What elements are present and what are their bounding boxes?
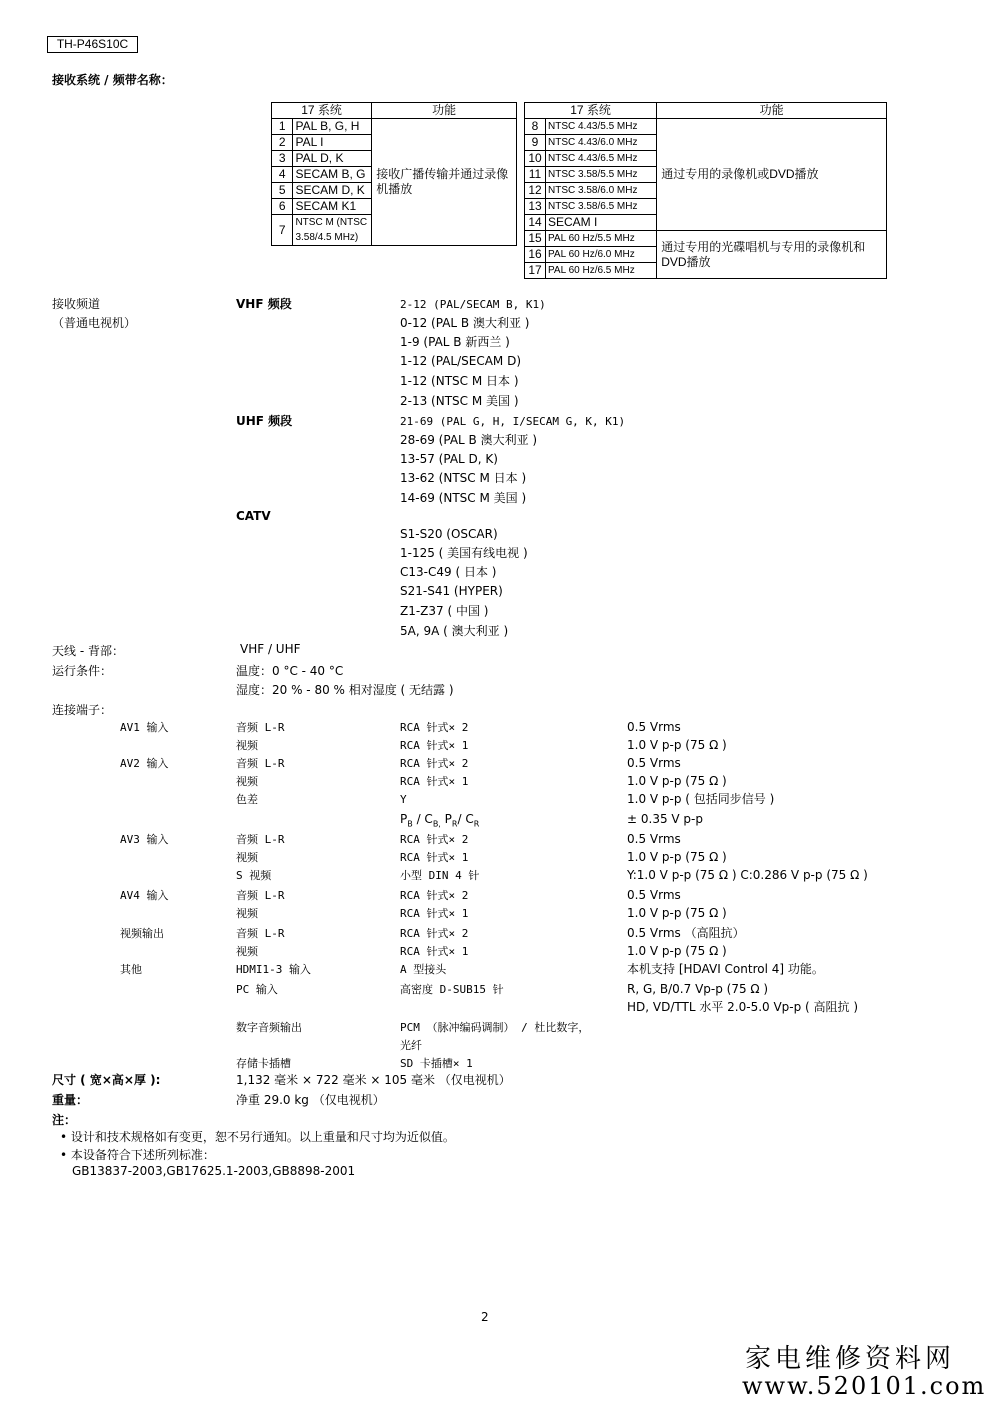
table-header-function: 功能	[372, 103, 517, 119]
row-number: 6	[272, 199, 293, 215]
terminal-item: 视频	[236, 739, 258, 752]
row-number: 12	[525, 183, 546, 199]
row-number: 8	[525, 119, 546, 135]
terminal-connector: 光纤	[400, 1039, 422, 1052]
terminal-group: 其他	[120, 963, 142, 976]
notes-label: 注：	[52, 1113, 77, 1127]
function-cell: 通过专用的录像机或DVD播放	[657, 119, 887, 231]
row-number: 3	[272, 151, 293, 167]
vhf-channel: 2-12 (PAL/SECAM B, K1)	[400, 298, 546, 311]
system-name: PAL 60 Hz/5.5 MHz	[546, 231, 657, 247]
terminal-item: 音频 L-R	[236, 927, 285, 940]
terminal-spec: R, G, B/0.7 Vp-p (75 Ω )	[627, 982, 769, 996]
system-name: SECAM I	[546, 215, 657, 231]
row-number: 11	[525, 167, 546, 183]
terminal-spec: Y:1.0 V p-p (75 Ω ) C:0.286 V p-p (75 Ω )	[627, 868, 868, 882]
vhf-channel: 0-12 (PAL B 澳大利亚 )	[400, 316, 530, 330]
section-title: 接收系统 / 频带名称：	[52, 73, 173, 87]
terminal-group: AV3 输入	[120, 833, 169, 846]
antenna-label: 天线 - 背部：	[52, 644, 124, 658]
terminal-item: 视频	[236, 851, 258, 864]
terminal-connector: RCA 针式× 2	[400, 721, 469, 734]
row-number: 10	[525, 151, 546, 167]
terminal-spec: HD, VD/TTL 水平 2.0-5.0 Vp-p ( 高阻抗 )	[627, 1000, 859, 1014]
temperature-value: 温度：0 °C - 40 °C	[236, 664, 344, 678]
terminal-group: 视频输出	[120, 927, 164, 940]
terminal-spec: 1.0 V p-p (75 Ω )	[627, 738, 727, 752]
terminal-spec: 0.5 Vrms	[627, 756, 681, 770]
row-number: 13	[525, 199, 546, 215]
row-number: 15	[525, 231, 546, 247]
vhf-channel: 1-9 (PAL B 新西兰 )	[400, 335, 510, 349]
terminal-spec: 0.5 Vrms	[627, 888, 681, 902]
terminal-spec: 本机支持 [HDAVI Control 4] 功能。	[627, 962, 824, 976]
terminal-connector: A 型接头	[400, 963, 447, 976]
table-row	[525, 231, 887, 247]
system-name: PAL I	[293, 135, 372, 151]
note-item: • 本设备符合下述所列标准：	[60, 1148, 215, 1162]
table-header-function: 功能	[657, 103, 887, 119]
terminal-spec: 0.5 Vrms	[627, 832, 681, 846]
weight-value: 净重 29.0 kg （仅电视机）	[236, 1093, 385, 1107]
terminal-connector: Y	[400, 793, 407, 806]
system-name: NTSC 3.58/5.5 MHz	[546, 167, 657, 183]
terminal-connector: RCA 针式× 1	[400, 851, 469, 864]
terminal-item: 视频	[236, 907, 258, 920]
uhf-channel: 28-69 (PAL B 澳大利亚 )	[400, 433, 538, 447]
terminal-spec: 1.0 V p-p (75 Ω )	[627, 906, 727, 920]
terminal-item: 视频	[236, 945, 258, 958]
terminal-item: 音频 L-R	[236, 721, 285, 734]
terminal-item: 音频 L-R	[236, 889, 285, 902]
function-cell: 接收广播传输并通过录像机播放	[372, 119, 517, 246]
table-row	[525, 119, 887, 135]
terminal-connector: RCA 针式× 2	[400, 757, 469, 770]
table-header-systems: 17 系统	[525, 103, 657, 119]
terminal-connector: 小型 DIN 4 针	[400, 869, 480, 882]
model-number: TH-P46S10C	[47, 36, 138, 53]
system-name: NTSC 4.43/6.5 MHz	[546, 151, 657, 167]
terminal-item: 音频 L-R	[236, 833, 285, 846]
system-name: NTSC 4.43/5.5 MHz	[546, 119, 657, 135]
catv-channel: S1-S20 (OSCAR)	[400, 527, 498, 541]
uhf-label: UHF 频段	[236, 414, 293, 428]
vhf-channel: 1-12 (NTSC M 日本 )	[400, 374, 519, 388]
row-number: 9	[525, 135, 546, 151]
terminal-connector: $P_B / C_{B,}$ $P_R/$ $C_R$	[400, 812, 480, 829]
terminal-item: PC 输入	[236, 983, 278, 996]
uhf-channel: 13-57 (PAL D, K)	[400, 452, 498, 466]
reception-label: 接收频道	[52, 297, 101, 311]
row-number: 4	[272, 167, 293, 183]
system-name: PAL 60 Hz/6.0 MHz	[546, 247, 657, 263]
system-name: SECAM B, G	[293, 167, 372, 183]
terminal-spec: 0.5 Vrms	[627, 720, 681, 734]
terminal-spec: 1.0 V p-p (75 Ω )	[627, 944, 727, 958]
terminal-group: AV1 输入	[120, 721, 169, 734]
terminal-connector: RCA 针式× 1	[400, 907, 469, 920]
humidity-value: 湿度：20 % - 80 % 相对湿度 ( 无结露 )	[236, 683, 454, 697]
system-name: NTSC 3.58/6.0 MHz	[546, 183, 657, 199]
terminal-connector: RCA 针式× 2	[400, 833, 469, 846]
weight-label: 重量：	[52, 1093, 89, 1107]
reception-sublabel: （普通电视机）	[52, 316, 137, 330]
catv-channel: 1-125 ( 美国有线电视 )	[400, 546, 528, 560]
terminal-spec: ± 0.35 V p-p	[627, 812, 703, 826]
vhf-channel: 1-12 (PAL/SECAM D)	[400, 354, 522, 368]
terminal-item: 存储卡插槽	[236, 1057, 291, 1070]
page-number: 2	[481, 1310, 489, 1324]
antenna-value: VHF / UHF	[240, 642, 301, 656]
terminal-connector: 高密度 D-SUB15 针	[400, 983, 504, 996]
system-name: NTSC 4.43/6.0 MHz	[546, 135, 657, 151]
terminal-spec: 1.0 V p-p (75 Ω )	[627, 850, 727, 864]
terminal-item: S 视频	[236, 869, 272, 882]
row-number: 5	[272, 183, 293, 199]
system-name: PAL D, K	[293, 151, 372, 167]
terminal-spec: 1.0 V p-p (75 Ω )	[627, 774, 727, 788]
terminal-item: 色差	[236, 793, 258, 806]
vhf-channel: 2-13 (NTSC M 美国 )	[400, 394, 519, 408]
uhf-channel: 13-62 (NTSC M 日本 )	[400, 471, 527, 485]
catv-channel: S21-S41 (HYPER)	[400, 584, 503, 598]
terminal-group: AV2 输入	[120, 757, 169, 770]
system-table-left	[271, 102, 517, 246]
system-name: SECAM D, K	[293, 183, 372, 199]
row-number: 2	[272, 135, 293, 151]
uhf-channel: 14-69 (NTSC M 美国 )	[400, 491, 527, 505]
system-name: NTSC M (NTSC 3.58/4.5 MHz)	[293, 215, 372, 246]
row-number: 1	[272, 119, 293, 135]
standards-list: GB13837-2003,GB17625.1-2003,GB8898-2001	[72, 1164, 356, 1178]
table-header-systems: 17 系统	[272, 103, 372, 119]
terminal-connector: RCA 针式× 2	[400, 889, 469, 902]
terminal-connector: RCA 针式× 1	[400, 945, 469, 958]
catv-channel: Z1-Z37 ( 中国 )	[400, 604, 489, 618]
dimensions-label: 尺寸 ( 宽×高×厚 ):	[52, 1073, 161, 1087]
function-cell: 通过专用的光碟唱机与专用的录像机和DVD播放	[657, 231, 887, 279]
uhf-channel: 21-69 (PAL G, H, I/SECAM G, K, K1)	[400, 415, 626, 428]
terminal-connector: RCA 针式× 2	[400, 927, 469, 940]
terminal-connector: RCA 针式× 1	[400, 739, 469, 752]
terminal-connector: RCA 针式× 1	[400, 775, 469, 788]
terminal-item: 音频 L-R	[236, 757, 285, 770]
note-item: • 设计和技术规格如有变更，恕不另行通知。以上重量和尺寸均为近似值。	[60, 1130, 455, 1144]
operating-label: 运行条件：	[52, 664, 113, 678]
catv-channel: C13-C49 ( 日本 )	[400, 565, 497, 579]
row-number: 16	[525, 247, 546, 263]
watermark-url: www.520101.com	[742, 1372, 987, 1400]
system-table-right	[524, 102, 887, 279]
row-number: 17	[525, 263, 546, 279]
vhf-label: VHF 频段	[236, 297, 292, 311]
terminal-item: 视频	[236, 775, 258, 788]
catv-channel: 5A, 9A ( 澳大利亚 )	[400, 624, 509, 638]
terminal-connector: SD 卡插槽× 1	[400, 1057, 473, 1070]
system-name: PAL 60 Hz/6.5 MHz	[546, 263, 657, 279]
terminal-connector: PCM （脉冲编码调制） / 杜比数字，	[400, 1021, 590, 1034]
terminal-group: AV4 输入	[120, 889, 169, 902]
terminal-item: 数字音频输出	[236, 1021, 302, 1034]
row-number: 14	[525, 215, 546, 231]
system-name: PAL B, G, H	[293, 119, 372, 135]
row-number: 7	[272, 215, 293, 246]
terminal-spec: 1.0 V p-p ( 包括同步信号 )	[627, 792, 775, 806]
system-name: NTSC 3.58/6.5 MHz	[546, 199, 657, 215]
terminals-label: 连接端子：	[52, 703, 113, 717]
watermark-title: 家电维修资料网	[745, 1344, 956, 1374]
system-name: SECAM K1	[293, 199, 372, 215]
catv-label: CATV	[236, 509, 271, 523]
dimensions-value: 1,132 毫米 × 722 毫米 × 105 毫米 （仅电视机）	[236, 1073, 511, 1087]
table-row	[272, 119, 517, 135]
terminal-item: HDMI1-3 输入	[236, 963, 311, 976]
terminal-spec: 0.5 Vrms （高阻抗）	[627, 926, 745, 940]
